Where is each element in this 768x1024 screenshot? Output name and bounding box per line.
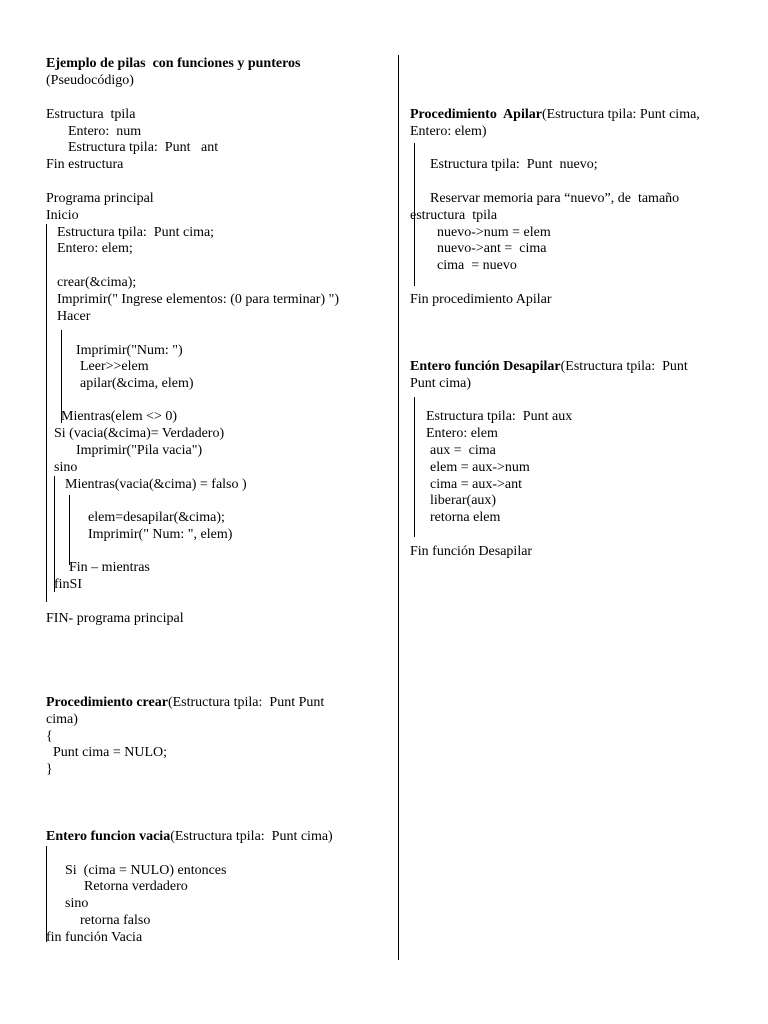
apilar-line: nuevo->num = elem xyxy=(437,225,551,240)
doc-title: Ejemplo de pilas con funciones y punteros xyxy=(46,56,301,71)
crear-header xyxy=(46,694,324,711)
block-bar xyxy=(69,495,70,565)
crear-line: cima) xyxy=(46,712,78,727)
main-line: Programa principal xyxy=(46,191,154,206)
vacia-line: Retorna verdadero xyxy=(84,879,188,894)
apilar-line: Estructura tpila: Punt nuevo; xyxy=(430,157,598,172)
vacia-line: Si (cima = NULO) entonces xyxy=(65,863,227,878)
vacia-line: fin función Vacia xyxy=(46,930,143,945)
main-line: Fin – mientras xyxy=(69,560,150,575)
main-line: Imprimir("Num: ") xyxy=(76,343,183,358)
desapilar-line: Estructura tpila: Punt aux xyxy=(426,409,573,424)
main-line: Mientras(elem <> 0) xyxy=(61,409,178,424)
main-line: Si (vacia(&cima)= Verdadero) xyxy=(54,426,225,441)
crear-header-bold: Procedimiento crear xyxy=(46,695,168,710)
apilar-line: Reservar memoria para “nuevo”, de tamaño xyxy=(430,191,680,206)
main-line: Hacer xyxy=(57,309,91,324)
desapilar-header-bold: Entero función Desapilar xyxy=(410,359,561,374)
apilar-line: Entero: elem) xyxy=(410,124,487,139)
doc-subtitle: (Pseudocódigo) xyxy=(46,73,134,88)
struct-line: Estructura tpila: Punt ant xyxy=(68,140,219,155)
desapilar-line: Punt cima) xyxy=(410,376,472,391)
desapilar-header-params: (Estructura tpila: Punt xyxy=(560,359,688,374)
apilar-line: estructura tpila xyxy=(410,208,498,223)
vacia-line: retorna falso xyxy=(80,913,151,928)
struct-line: Entero: num xyxy=(68,124,142,139)
main-line: Imprimir(" Ingrese elementos: (0 para terminar) ") xyxy=(57,292,339,307)
apilar-line: cima = nuevo xyxy=(437,258,517,273)
apilar-header-bold: Procedimiento Apilar xyxy=(410,107,542,122)
crear-line: Punt cima = NULO; xyxy=(53,745,168,760)
main-line: Inicio xyxy=(46,208,79,223)
crear-line: { xyxy=(46,729,53,744)
crear-line: } xyxy=(46,762,53,777)
block-bar xyxy=(46,224,47,602)
struct-line: Estructura tpila xyxy=(46,107,136,122)
main-line: crear(&cima); xyxy=(57,275,137,290)
crear-header-params: (Estructura tpila: Punt Punt xyxy=(167,695,325,710)
main-line: FIN- programa principal xyxy=(46,611,184,626)
desapilar-line: liberar(aux) xyxy=(430,493,497,508)
main-line: apilar(&cima, elem) xyxy=(80,376,194,391)
desapilar-line: retorna elem xyxy=(430,510,501,525)
struct-line: Fin estructura xyxy=(46,157,124,172)
block-bar xyxy=(54,476,55,592)
vacia-line: sino xyxy=(65,896,89,911)
main-line: sino xyxy=(54,460,78,475)
main-line: elem=desapilar(&cima); xyxy=(88,510,225,525)
desapilar-line: elem = aux->num xyxy=(430,460,530,475)
main-line: Leer>>elem xyxy=(80,359,149,374)
desapilar-line: Entero: elem xyxy=(426,426,498,441)
main-line: Imprimir(" Num: ", elem) xyxy=(88,527,233,542)
vacia-header-params: (Estructura tpila: Punt cima) xyxy=(170,829,333,844)
apilar-line: Fin procedimiento Apilar xyxy=(410,292,552,307)
main-line: Estructura tpila: Punt cima; xyxy=(57,225,215,240)
block-bar xyxy=(46,846,47,942)
main-line: Imprimir("Pila vacia") xyxy=(76,443,203,458)
apilar-header xyxy=(410,106,700,123)
apilar-line: nuevo->ant = cima xyxy=(437,241,547,256)
block-bar xyxy=(414,397,415,537)
main-line: Mientras(vacia(&cima) = falso ) xyxy=(65,477,247,492)
main-line: Entero: elem; xyxy=(57,241,133,256)
main-line: finSI xyxy=(54,577,82,592)
desapilar-line: aux = cima xyxy=(430,443,496,458)
vacia-header-bold: Entero funcion vacia xyxy=(46,829,171,844)
apilar-header-params: (Estructura tpila: Punt cima, xyxy=(541,107,700,122)
desapilar-header xyxy=(410,358,688,375)
vacia-header xyxy=(46,828,333,845)
column-divider xyxy=(398,55,399,960)
desapilar-line: cima = aux->ant xyxy=(430,477,522,492)
desapilar-line: Fin función Desapilar xyxy=(410,544,533,559)
